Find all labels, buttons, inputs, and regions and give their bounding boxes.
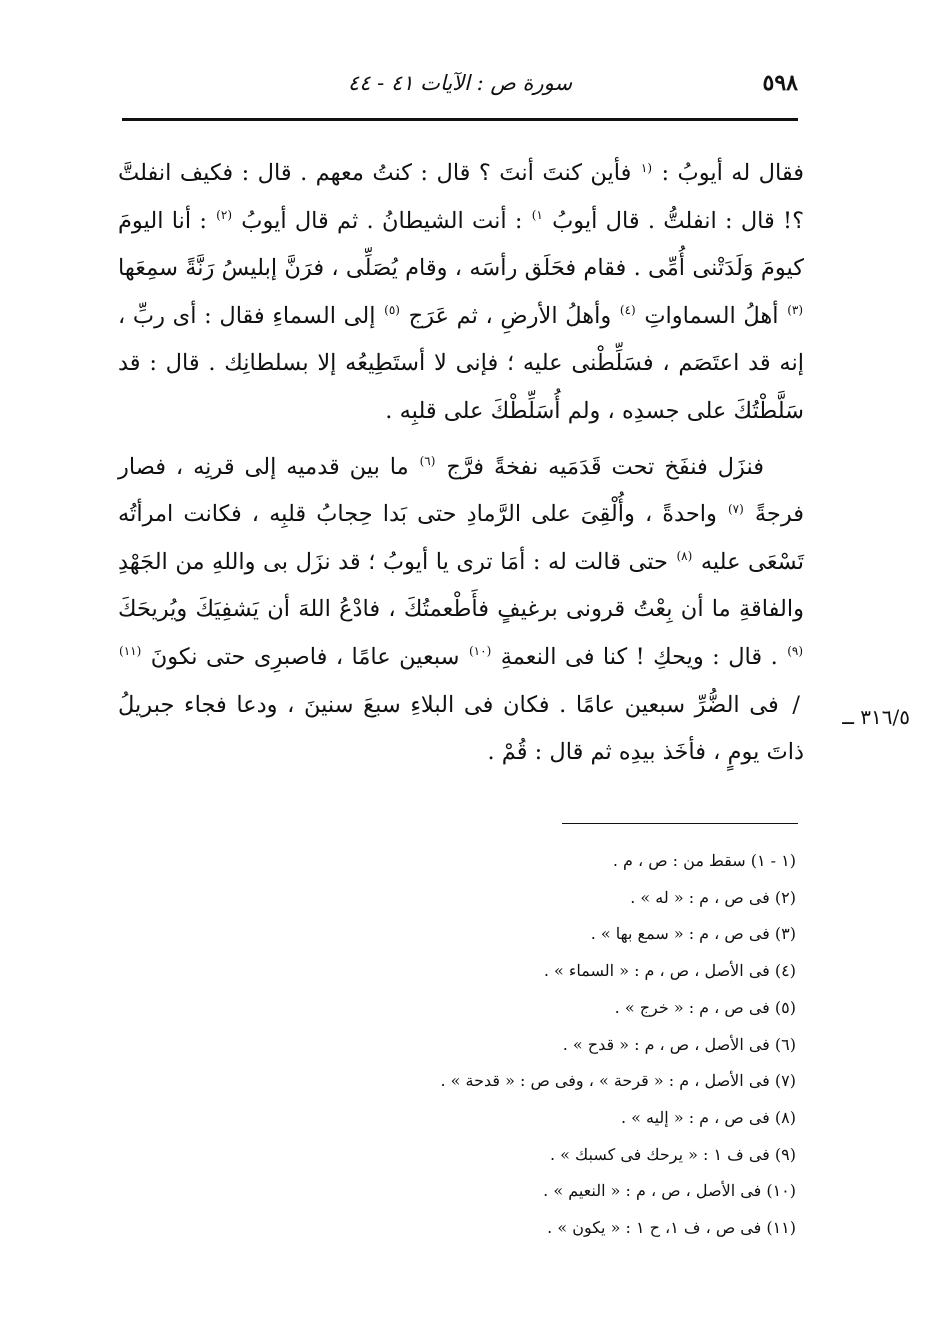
footnote-11: (١١) فى ص ، ف ١، ح ١ : « يكون » .: [547, 1218, 796, 1238]
text-segment: ما بين قدميه إلى قرنِه ، فصار فرجةً: [118, 453, 805, 528]
text-segment: سبعين عامًا ، فاصبرِى حتى نكونَ: [150, 643, 460, 670]
footnote-6: (٦) فى الأصل ، ص ، م : « قدح » .: [562, 1034, 796, 1054]
page-break-marker: /: [792, 691, 800, 718]
text-segment: حتى قالت له : أمَا ترى يا أيوبُ ؛ قد نزَل بى واللهِ من الجَهْدِ والفاقةِ ما أن بِعْتُ قرونى برغيفٍ فأَطْعمتُكَ ، فادْعُ اللهَ أن يَشفِيَكَ ويُريحَكَ: [118, 548, 804, 623]
footnote-ref: (١: [640, 160, 653, 175]
footnote-ref: (٩): [787, 644, 804, 659]
main-text: [118, 150, 804, 777]
text-segment: أهلُ السماواتِ: [644, 302, 779, 329]
footnote-9: (٩) فى ف ١ : « يرحك فى كسبك » .: [549, 1144, 796, 1164]
footnote-separator: [562, 823, 798, 824]
page-number: ٥٩٨: [762, 70, 798, 96]
text-segment: وأهلُ الأرضِ ، ثم عَرَج: [408, 302, 612, 329]
text-segment: فأين كنتَ أنتَ ؟ قال : كنتُ معهم . قال : فكيف انفلتَّ ؟! قال : انفلتُّ . قال أيوبُ: [118, 160, 805, 234]
footnote-ref: (٦): [419, 454, 436, 469]
page-header: [122, 66, 798, 110]
footnote-ref: (٧): [727, 501, 744, 516]
footnote-2: (٢) فى ص ، م : « له » .: [630, 887, 796, 907]
footnote-1: (١ - ١) سقط من : ص ، م .: [612, 851, 796, 870]
footnote-ref: (٢): [216, 208, 232, 223]
running-title: سورة ص : الآيات ٤١ - ٤٤: [347, 71, 573, 95]
text-segment: فى الضُّرِّ سبعين عامًا . فكان فى البلاءِ سبعَ سنينَ ، ودعا فجاء جبريلُ ذاتَ يومٍ ، فأخَذ بيدِه ثم قال : قُمْ .: [118, 691, 804, 766]
footnote-5: (٥) فى ص ، م : « خرج » .: [614, 997, 796, 1017]
paragraph-2: [118, 444, 804, 777]
footnote-ref: (١١): [119, 644, 142, 659]
text-segment: واحدةً ، وأُلْقِىَ على الرَّمادِ حتى بَدا حِجابُ قلبِه ، فكانت امرأتُه تَسْعَى عليه: [118, 501, 805, 575]
footnote-7: (٧) فى الأصل ، م : « قرحة » ، وفى ص : « قدحة » .: [440, 1071, 796, 1091]
footnote-10: (١٠) فى الأصل ، ص ، م : « النعيم » .: [543, 1181, 796, 1201]
paragraph-1: [118, 150, 804, 436]
footnote-ref: (٣): [787, 303, 804, 318]
text-segment: فقال له أيوبُ :: [661, 160, 805, 186]
header-rule: [122, 118, 798, 121]
footnotes: [300, 843, 796, 1247]
footnote-ref: ١): [531, 208, 543, 223]
footnote-ref: (٨): [676, 549, 693, 564]
text-segment: : أنا اليومَ كيومَ وَلَدَتْنى أُمِّى . فقام فحَلَق رأسَه ، وقام يُصَلِّى ، فرَنَّ إبليسُ رَنَّةً سمِعَها: [118, 207, 804, 282]
footnote-3: (٣) فى ص ، م : « سمع بها » .: [590, 924, 796, 944]
footnote-8: (٨) فى ص ، م : « إليه » .: [620, 1107, 796, 1127]
text-segment: : أنت الشيطانُ . ثم قال أيوبُ: [241, 207, 523, 234]
footnote-ref: (٥): [384, 303, 400, 318]
text-segment: فنزَل فنفَخ تحت قَدَمَيه نفخةً فرَّج: [446, 453, 764, 480]
text-segment: . قال : ويحكِ ! كنا فى النعمةِ: [500, 643, 778, 670]
margin-reference: ٣١٦/٥ ــ: [842, 705, 910, 729]
footnote-ref: (٤): [619, 303, 636, 318]
text-segment: إلى السماءِ فقال : أى ربِّ ، إنه قد اعتَصَم ، فسَلِّطْنى عليه ؛ فإنى لا أستَطِيعُه إلا بسلطانِك . قال : قد سَلَّطْتُكَ على جسدِه ، ولم أُسَلِّطْكَ على قلبِه .: [118, 302, 804, 424]
footnote-ref: (١٠): [468, 644, 492, 659]
footnote-4: (٤) فى الأصل ، ص ، م : « السماء » .: [543, 961, 796, 981]
